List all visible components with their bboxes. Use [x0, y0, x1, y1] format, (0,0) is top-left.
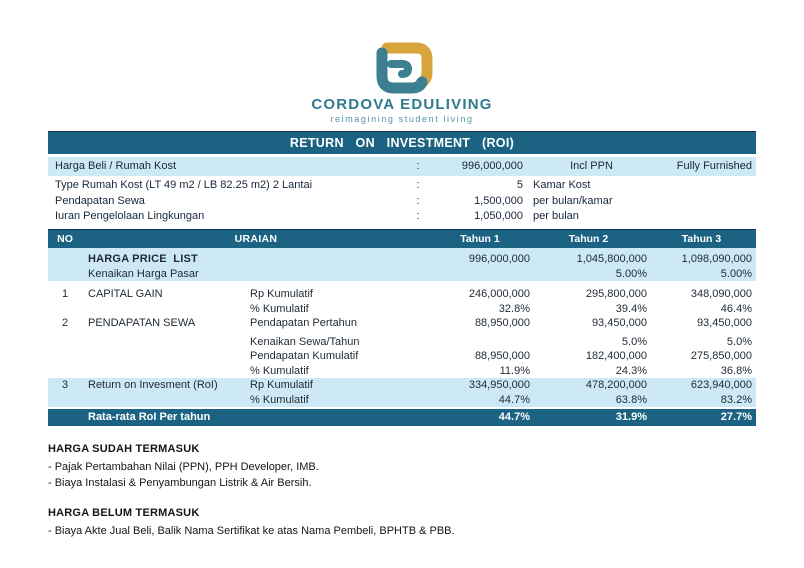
row-value-tahun2: 24.3%	[615, 364, 647, 377]
info-extra	[660, 209, 756, 225]
row-number	[48, 335, 82, 350]
row-label: PENDAPATAN SEWA	[88, 317, 196, 329]
note-items	[48, 524, 756, 540]
cordova-logo-icon	[360, 40, 444, 96]
row-value-tahun1: 44.7%	[498, 393, 530, 406]
note-heading: HARGA BELUM TERMASUK	[48, 507, 200, 519]
row-value-tahun3: 83.2%	[720, 393, 752, 406]
row-value-tahun1: 32.8%	[498, 302, 530, 315]
info-label: Iuran Pengelolaan Lingkungan	[55, 210, 205, 222]
row-sublabel: Rp Kumulatif	[250, 379, 313, 391]
table-row	[48, 364, 756, 379]
footer-value-tahun3: 27.7%	[720, 411, 752, 423]
row-value-tahun1: 11.9%	[499, 364, 530, 377]
row-sublabel: % Kumulatif	[250, 364, 309, 377]
row-number	[48, 349, 82, 364]
note-item: - Biaya Instalasi & Penyambungan Listrik & Air Bersih.	[48, 476, 312, 489]
row-value-tahun3: 5.0%	[726, 335, 752, 348]
row-label: CAPITAL GAIN	[88, 288, 163, 300]
table-row	[48, 287, 756, 302]
table-row	[48, 335, 756, 350]
row-sublabel: Kenaikan Sewa/Tahun	[250, 335, 360, 348]
row-number	[48, 302, 82, 317]
note-item: - Biaya Akte Jual Beli, Balik Nama Sertifikat ke atas Nama Pembeli, BPHTB & PBB.	[48, 525, 455, 537]
row-label	[82, 302, 250, 317]
info-row	[48, 178, 756, 194]
row-number	[48, 393, 82, 408]
info-unit: Incl PPN	[570, 160, 613, 172]
column-header-tahun1: Tahun 1	[460, 232, 500, 245]
row-sublabel: Rp Kumulatif	[250, 288, 313, 300]
info-extra	[660, 178, 756, 194]
row-label: HARGA PRICE LIST	[88, 252, 198, 265]
note-items	[48, 460, 756, 491]
row-number	[48, 252, 82, 267]
row-value-tahun2: 1,045,800,000	[576, 252, 647, 265]
table-row	[48, 267, 756, 282]
row-number	[48, 267, 82, 282]
info-colon: :	[416, 210, 420, 222]
info-value: 5	[516, 179, 523, 191]
info-row	[48, 157, 756, 176]
table-row	[48, 302, 756, 317]
row-sublabel	[250, 267, 430, 282]
row-value-tahun3: 275,850,000	[690, 350, 752, 362]
row-value-tahun1	[430, 335, 530, 350]
document-title: RETURN ON INVESTMENT (ROI)	[48, 131, 756, 154]
info-colon: :	[416, 160, 420, 172]
row-value-tahun2: 295,800,000	[585, 288, 647, 300]
info-extra: Fully Furnished	[676, 160, 752, 172]
row-number: 2	[61, 317, 69, 329]
brand-tagline: reimagining student living	[330, 114, 474, 124]
property-info-section	[48, 157, 756, 225]
row-label	[82, 349, 250, 364]
info-row	[48, 194, 756, 210]
row-value-tahun1: 88,950,000	[474, 317, 530, 329]
row-value-tahun1: 996,000,000	[468, 252, 530, 265]
info-unit: Kamar Kost	[533, 179, 591, 191]
column-header-no: NO	[57, 232, 73, 245]
row-sublabel: % Kumulatif	[250, 393, 309, 406]
column-header-tahun2: Tahun 2	[568, 232, 609, 245]
row-value-tahun2: 5.0%	[621, 335, 647, 348]
table-footer-row	[48, 409, 756, 426]
info-extra	[660, 194, 756, 210]
info-colon: :	[416, 194, 420, 207]
table-row	[48, 349, 756, 364]
info-value: 1,500,000	[474, 194, 523, 207]
row-value-tahun3: 93,450,000	[696, 317, 752, 329]
info-label: Type Rumah Kost (LT 49 m2 / LB 82.25 m2) 2 Lantai	[55, 179, 313, 191]
row-label: Kenaikan Harga Pasar	[88, 267, 199, 280]
row-label: Return on Invesment (RoI)	[88, 379, 218, 391]
row-number	[48, 364, 82, 379]
footer-value-tahun1: 44.7%	[498, 411, 530, 423]
row-value-tahun2: 93,450,000	[591, 317, 647, 329]
info-unit: per bulan/kamar	[533, 194, 613, 207]
info-value: 996,000,000	[461, 160, 523, 172]
table-row	[48, 378, 756, 393]
info-label: Pendapatan Sewa	[55, 194, 145, 207]
note-item: - Pajak Pertambahan Nilai (PPN), PPH Developer, IMB.	[48, 461, 319, 473]
row-value-tahun3: 623,940,000	[690, 379, 752, 391]
info-colon: :	[416, 179, 420, 191]
row-value-tahun1: 334,950,000	[468, 379, 530, 391]
table-row	[48, 316, 756, 331]
row-value-tahun3: 1,098,090,000	[681, 252, 752, 265]
row-sublabel	[250, 252, 430, 267]
info-unit: per bulan	[533, 210, 579, 222]
note-group	[48, 506, 756, 540]
row-value-tahun2: 182,400,000	[585, 350, 647, 362]
row-value-tahun3: 348,090,000	[690, 288, 752, 300]
row-sublabel: Pendapatan Kumulatif	[250, 350, 359, 362]
row-value-tahun2: 5.00%	[615, 267, 647, 280]
row-sublabel: Pendapatan Pertahun	[250, 317, 358, 329]
notes-section	[48, 442, 756, 540]
row-label	[82, 393, 250, 408]
note-group	[48, 442, 756, 491]
logo-block	[48, 0, 756, 125]
row-value-tahun2: 39.4%	[615, 302, 647, 315]
row-value-tahun1: 246,000,000	[468, 288, 530, 300]
row-number: 1	[61, 288, 69, 300]
row-value-tahun2: 478,200,000	[585, 379, 647, 391]
footer-label: Rata-rata RoI Per tahun	[88, 411, 211, 423]
brand-name: CORDOVA EDULIVING	[311, 96, 493, 113]
row-value-tahun3: 5.00%	[720, 267, 752, 280]
info-label: Harga Beli / Rumah Kost	[55, 160, 177, 172]
column-header-uraian: URAIAN	[234, 232, 278, 245]
row-value-tahun3: 36.8%	[720, 364, 752, 377]
row-number: 3	[61, 379, 69, 391]
row-value-tahun1	[430, 267, 530, 282]
row-value-tahun1: 88,950,000	[474, 350, 530, 362]
info-row	[48, 209, 756, 225]
row-value-tahun3: 46.4%	[720, 302, 752, 315]
info-value: 1,050,000	[474, 210, 523, 222]
note-heading: HARGA SUDAH TERMASUK	[48, 443, 200, 455]
footer-value-tahun2: 31.9%	[615, 411, 647, 423]
table-row	[48, 393, 756, 408]
row-value-tahun2: 63.8%	[615, 393, 647, 406]
row-sublabel: % Kumulatif	[250, 302, 309, 315]
roi-table-body	[48, 248, 756, 408]
row-label	[82, 335, 250, 350]
row-label	[82, 364, 250, 379]
table-row	[48, 248, 756, 267]
column-header-tahun3: Tahun 3	[681, 232, 722, 245]
table-header-row	[48, 229, 756, 248]
